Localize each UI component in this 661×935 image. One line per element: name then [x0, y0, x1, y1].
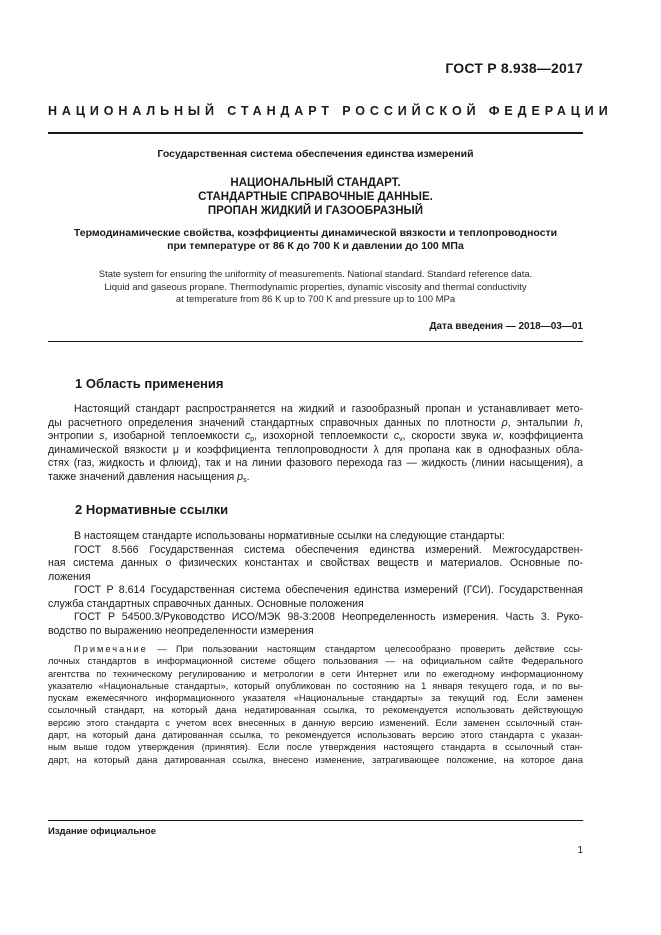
note-line: пускам ежемесячного информационного указателя «Национальные стандарты» за текущий год. Если заменен: [48, 693, 583, 704]
standard-designation: ГОСТ Р 8.938—2017: [445, 60, 583, 76]
text-line: Настоящий стандарт распространяется на жидкий и газообразный пропан и устанавливает мето-: [74, 403, 583, 415]
system-title: Государственная система обеспечения единства измерений: [157, 148, 474, 160]
subtitle-line: при температуре от 86 К до 700 К и давлении до 100 МПа: [167, 240, 464, 252]
english-title-line: Liquid and gaseous propane. Thermodynamic properties, dynamic viscosity and thermal conductivity: [104, 281, 527, 293]
reference-line: ГОСТ Р 8.614 Государственная система обеспечения единства измерений (ГСИ). Государственная: [74, 584, 583, 596]
footer-rule: [48, 820, 583, 821]
note-line: указателю «Национальные стандарты», который опубликован по состоянию на 1 января текущего года, и по вы-: [48, 680, 583, 691]
main-title: [48, 176, 583, 218]
header-rule: [48, 132, 583, 134]
reference-line: ГОСТ Р 54500.3/Руководство ИСО/МЭК 98-3:2008 Неопределенность измерения. Часть 3. Руко-: [74, 611, 583, 623]
section-1-heading: 1 Область применения: [75, 376, 224, 391]
section-1-text: [48, 403, 583, 484]
note-line: агентства по техническому регулированию и метрологии в сети Интернет или по ежегодному информационному: [48, 668, 583, 679]
main-title-line: СТАНДАРТНЫЕ СПРАВОЧНЫЕ ДАННЫЕ.: [198, 191, 433, 203]
main-title-line: НАЦИОНАЛЬНЫЙ СТАНДАРТ.: [230, 177, 401, 189]
english-title-line: at temperature from 86 K up to 700 K and pressure up to 100 MPa: [175, 294, 456, 305]
text-line: В настоящем стандарте использованы нормативные ссылки на следующие стандарты:: [74, 530, 505, 542]
intro-rule: [48, 341, 583, 342]
note-line: ным выше годом утверждения (принятия). Если после утверждения настоящего стандарта в ссылочный стан-: [48, 742, 583, 753]
text-line: энтропии s, изобарной теплоемкости $c_p$, изохорной теплоемкости $c_v$, скорости звука w, коэффициента: [48, 430, 584, 443]
text-line: также значений давления насыщения $p_s$.: [48, 470, 250, 484]
section-2-note: [48, 643, 583, 766]
main-title-line: ПРОПАН ЖИДКИЙ И ГАЗООБРАЗНЫЙ: [207, 205, 424, 217]
section-2-text: [48, 530, 583, 638]
reference-line: ложения: [48, 570, 91, 583]
section-2-heading: 2 Нормативные ссылки: [75, 502, 229, 517]
subtitle-line: Термодинамические свойства, коэффициенты динамической вязкости и теплопроводности: [73, 227, 558, 239]
introduction-date: Дата введения — 2018—03—01: [429, 321, 583, 332]
text-line: динамической вязкости μ и коэффициента теплопроводности λ для пропана как в однофазных обла-: [48, 443, 583, 456]
national-standard-banner: НАЦИОНАЛЬНЫЙ СТАНДАРТ РОССИЙСКОЙ ФЕДЕРАЦИИ: [48, 104, 613, 118]
note-label: Примечание: [74, 644, 148, 654]
note-line: дарт, на который дана датированная ссылка, то рекомендуется использовать версию этого стандарта с указан-: [48, 730, 583, 741]
reference-line: ГОСТ 8.566 Государственная система обеспечения единства измерений. Межгосударствен-: [74, 543, 583, 556]
note-line: лочных стандартов в информационной системе общего пользования — на официальном сайте Федерального: [48, 656, 583, 667]
russian-subtitle: [48, 227, 583, 253]
page-number: 1: [577, 845, 583, 856]
reference-line: ная система данных о физических константах и свойствах веществ и материалов. Основные по-: [48, 557, 583, 569]
note-line: ссылочный стандарт, на который дана недатированная ссылка, то рекомендуется использовать действующую: [48, 705, 583, 716]
text-line: ды расчетного определения значений стандартных справочных данных по плотности ρ, энтальпии h,: [48, 416, 583, 429]
note-line: дарт, на который дана датированная ссылка, внесено изменение, затрагивающее положение, на которое дана: [48, 754, 583, 765]
reference-line: служба стандартных справочных данных. Основные положения: [48, 597, 364, 610]
note-line: Примечание — При пользовании настоящим стандартом целесообразно проверить действие ссы-: [74, 644, 583, 654]
english-title-line: State system for ensuring the uniformity of measurements. National standard. Standard reference data.: [98, 269, 533, 280]
text-line: стях (газ, жидкость и флюид), так и на линии фазового перехода газ — жидкость (линии насыщения), а: [48, 457, 583, 469]
note-line: версию этого стандарта с учетом всех внесенных в данную версию изменений. Если заменен ссылочный стан-: [48, 717, 583, 728]
official-edition-label: Издание официальное: [48, 826, 156, 837]
english-title: [48, 269, 583, 307]
reference-line: водство по выражению неопределенности измерения: [48, 624, 314, 637]
